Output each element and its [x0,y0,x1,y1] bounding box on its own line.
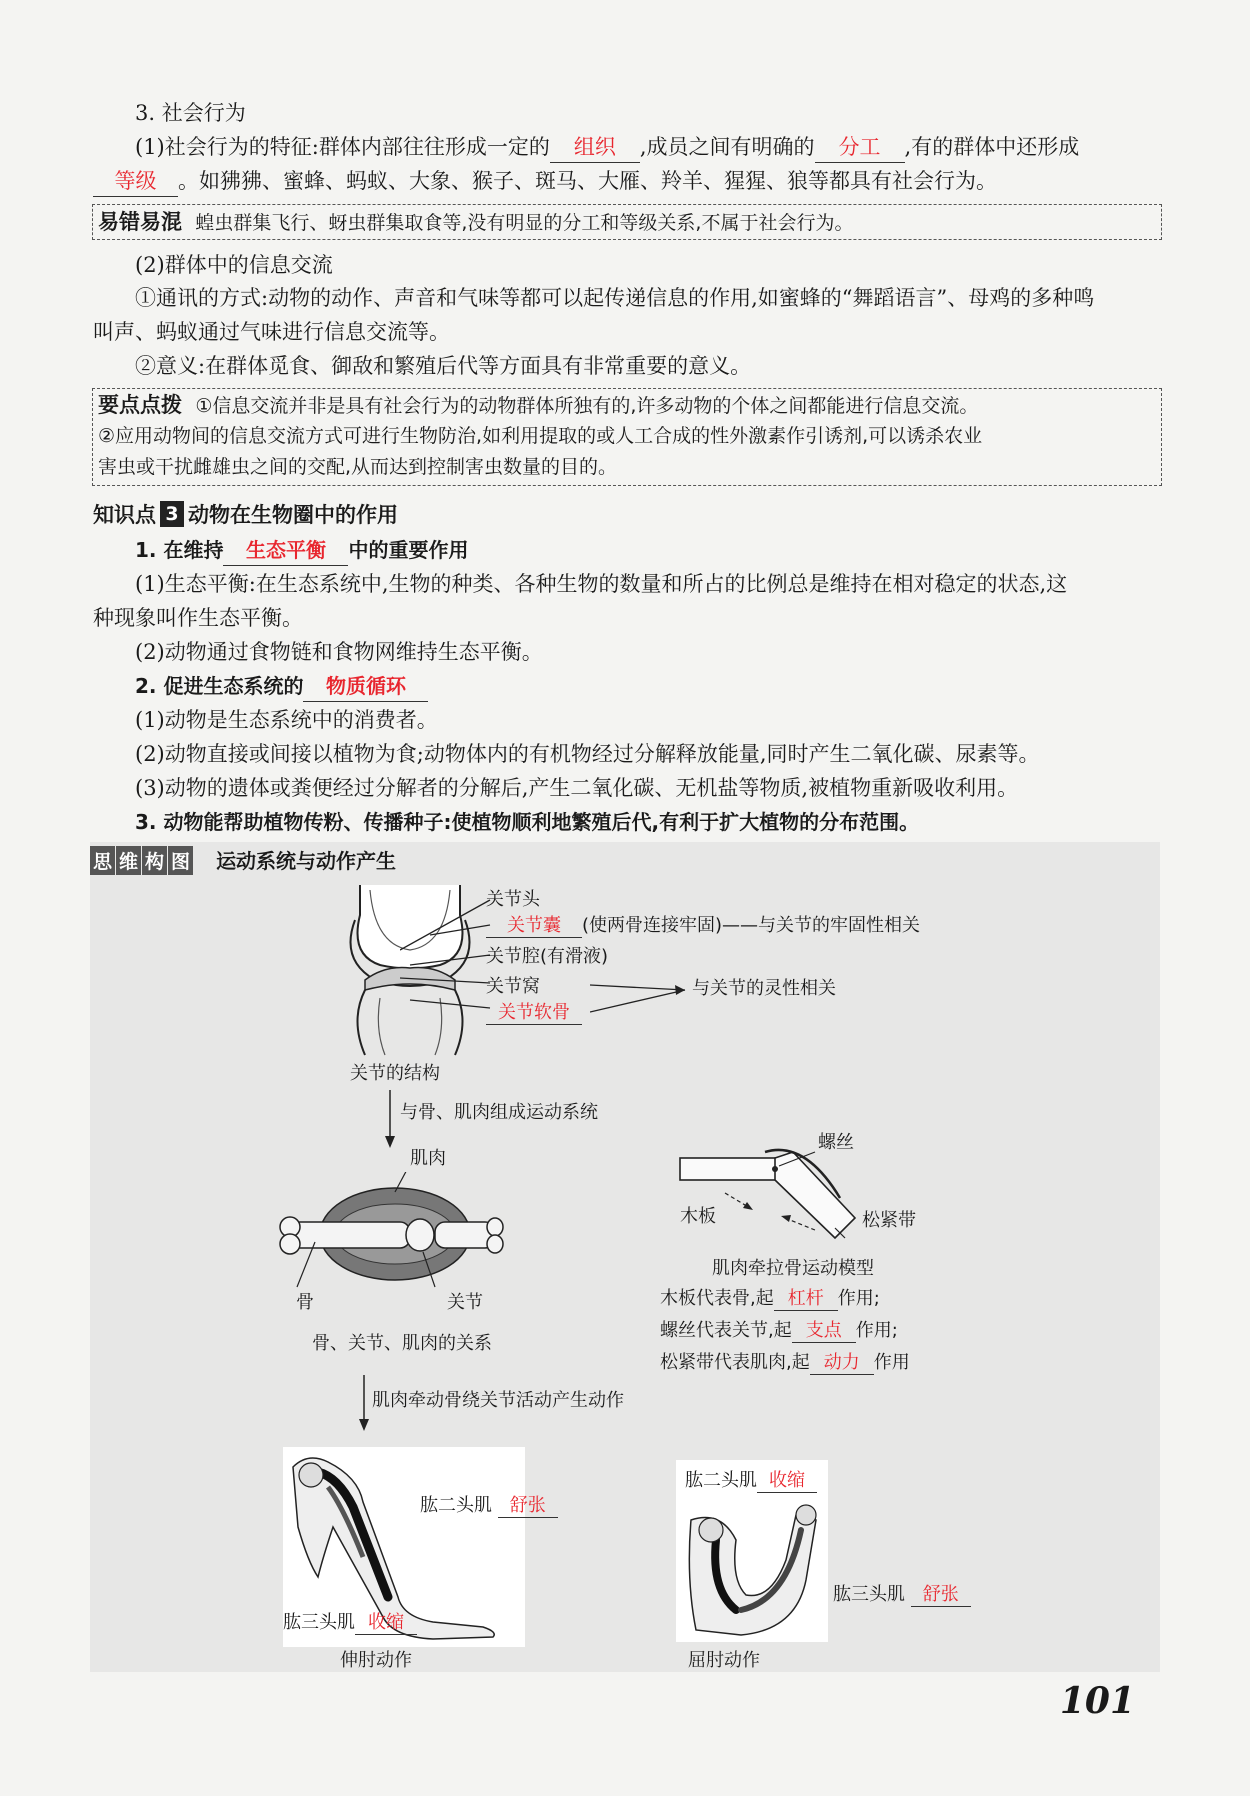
paragraph: (1)生态平衡:在生态系统中,生物的种类、各种生物的数量和所占的比例总是维持在相对稳定的状态,这 [135,572,1068,596]
paragraph: 等级 。如狒狒、蜜蜂、蚂蚁、大象、猴子、斑马、大雁、羚羊、猩猩、狼等都具有社会行为。 [93,166,997,197]
subsection-heading: 2. 促进生态系统的 物质循环 [135,671,428,702]
tip-box-content: 要点点拨 ①信息交流并非是具有社会行为的动物群体所独有的,许多动物的个体之间都能进行信息交流。 [98,393,979,417]
down-arrow [383,1090,397,1150]
label-joint-cavity: 关节腔(有滑液) [486,946,609,967]
label-joint-socket: 关节窝 [486,976,540,997]
label-biceps: 肱二头肌 舒张 [420,1495,558,1518]
paragraph: ①通讯的方式:动物的动作、声音和气味等都可以起传递信息的作用,如蜜蜂的“舞蹈语言”、母鸡的多种鸣 [135,286,1095,310]
paragraph: (1)动物是生态系统中的消费者。 [135,708,438,732]
label-joint-cartilage: 关节软骨 [486,1002,582,1025]
model-row: 松紧带代表肌肉,起 动力 作用 [660,1352,910,1373]
paragraph: 种现象叫作生态平衡。 [93,606,303,630]
answer-blank: 组织 [550,132,640,163]
answer-blank: 物质循环 [303,671,428,702]
arrow-label: 与骨、肌肉组成运动系统 [400,1102,598,1123]
mind-map-header: 思 维 构 图 运动系统与动作产生 [90,845,396,875]
tip-box-line: 害虫或干扰雌雄虫之间的交配,从而达到控制害虫数量的目的。 [98,456,618,478]
tip-tag: 易错易混 [98,210,182,234]
knowledge-point-number: 3 [160,501,184,527]
caption-joint-structure: 关节的结构 [350,1063,440,1084]
answer-blank: 等级 [93,166,178,197]
knowledge-point-title: 知识点 3 动物在生物圈中的作用 [93,503,398,527]
bracket-arrows [590,960,700,1020]
paragraph: (1)社会行为的特征:群体内部往往形成一定的 组织 ,成员之间有明确的 分工 ,有的群体中还形成 [135,132,1079,163]
section-heading: 3. 社会行为 [135,101,246,125]
caption-flexion: 屈肘动作 [688,1650,760,1671]
tip-box-content: 易错易混 蝗虫群集飞行、蚜虫群集取食等,没有明显的分工和等级关系,不属于社会行为。 [98,210,854,234]
caption-model: 肌肉牵拉骨运动模型 [712,1258,874,1279]
label-triceps: 肱三头肌 收缩 [283,1612,417,1635]
label-muscle: 肌肉 [410,1148,446,1169]
model-row: 螺丝代表关节,起 支点 作用; [660,1320,898,1341]
page-number: 101 [1059,1680,1135,1722]
caption-bone-muscle: 骨、关节、肌肉的关系 [312,1333,492,1354]
tip-tag: 要点点拨 [98,393,182,417]
label-screw: 螺丝 [818,1132,854,1153]
subsection-heading: 1. 在维持 生态平衡 中的重要作用 [135,535,468,566]
label-joint-head: 关节头 [486,889,540,910]
subheading: (2)群体中的信息交流 [135,253,333,277]
label-joint: 关节 [447,1292,483,1313]
tip-box-line: ②应用动物间的信息交流方式可进行生物防治,如利用提取的或人工合成的性外激素作引诱剂,可以诱杀农业 [98,425,983,447]
label-bone: 骨 [296,1292,314,1313]
joint-pointer-lines [400,890,500,1020]
paragraph: ②意义:在群体觅食、御敌和繁殖后代等方面具有非常重要的意义。 [135,354,752,378]
answer-blank: 分工 [815,132,905,163]
paragraph: (3)动物的遗体或粪便经过分解者的分解后,产生二氧化碳、无机盐等物质,被植物重新吸收利用。 [135,776,1019,800]
muscle-model-diagram [675,1138,865,1258]
mind-map-title: 运动系统与动作产生 [216,849,397,873]
label-flexibility: 与关节的灵性相关 [692,978,836,999]
arrow-label: 肌肉牵动骨绕关节活动产生动作 [372,1390,624,1411]
paragraph: (2)动物直接或间接以植物为食;动物体内的有机物经过分解释放能量,同时产生二氧化碳、尿素等。 [135,742,1040,766]
subsection-heading: 3. 动物能帮助植物传粉、传播种子:使植物顺利地繁殖后代,有利于扩大植物的分布范围。 [135,810,920,834]
label-joint-capsule: 关节囊 (使两骨连接牢固)——与关节的牢固性相关 [486,915,920,938]
caption-extension: 伸肘动作 [340,1650,412,1671]
label-biceps: 肱二头肌 收缩 [685,1470,817,1493]
label-board: 木板 [680,1206,716,1227]
paragraph: 叫声、蚂蚁通过气味进行信息交流等。 [93,320,450,344]
bone-muscle-diagram [275,1172,505,1302]
answer-blank: 生态平衡 [223,535,348,566]
down-arrow [357,1375,371,1433]
label-triceps: 肱三头肌 舒张 [833,1584,971,1607]
paragraph: (2)动物通过食物链和食物网维持生态平衡。 [135,640,543,664]
model-row: 木板代表骨,起 杠杆 作用; [660,1288,880,1309]
label-band: 松紧带 [862,1210,916,1231]
